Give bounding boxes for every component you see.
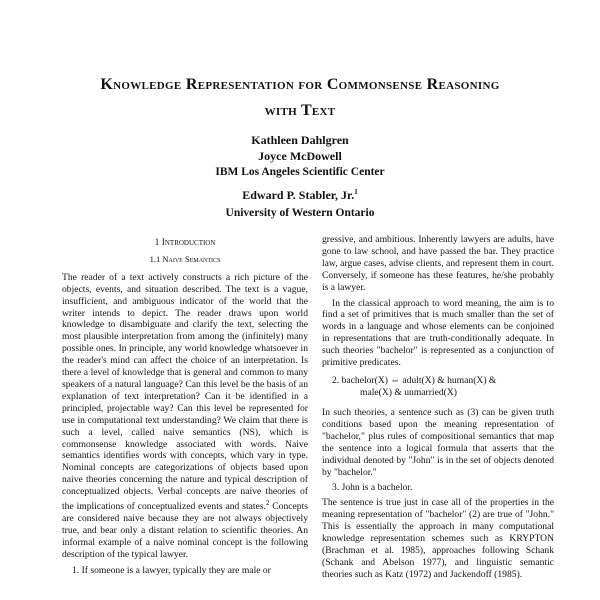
- author-dahlgren: Kathleen Dahlgren: [251, 133, 349, 147]
- intro-paragraph-end: Concepts are considered naive because they are not always objectively true, and bear only a distant relation to scientific theories. An informal example of a naive nominal concept is the following description of the typical lawyer.: [62, 501, 308, 560]
- left-column: [62, 234, 308, 580]
- intro-paragraph-text: The reader of a text actively constructs a rich picture of the objects, events, and situation described. The text is a vague, insufficient, and ambiguous indicator of the world that the writer intends to depict. The reader draws upon world knowledge to disambiguate and clarify the text, selecting the most plausible interpretation from among the (infinitely) many possible ones. In principle, any world knowledge whatsoever in the reader's mind can affect the choice of an interpretation. Is there a level of knowledge that is general and common to many speakers of a natural language? Can this level be the basis of an explanation of text interpretation? Can it be identified in a principled, projectable way? Can this level be represented for use in computational text understanding? We claim that there is such a level, called naive semantics (NS), which is commonsense knowledge associated with words. Naive semantics identifies words with concepts, which vary in type. Nominal concepts are categorizations of objects based upon naive theories concerning the nature and typical description of conceptualized objects. Verbal concepts are naive theories of the implications of conceptualized events and states.: [62, 271, 308, 513]
- subsection-heading: 1.1 Naive Semantics: [149, 253, 221, 264]
- affiliation-western-ontario: University of Western Ontario: [225, 207, 375, 219]
- formula-line-2: male(X) & unmarried(X): [360, 386, 457, 398]
- author-footnote-mark: 1: [354, 188, 358, 196]
- affiliation-ibm: IBM Los Angeles Scientific Center: [215, 166, 385, 178]
- example-1: 1. If someone is a lawyer, typically they are male or: [72, 564, 271, 576]
- author-block: [150, 132, 450, 164]
- author-stabler: [150, 188, 450, 203]
- example-1-continued: gressive, and ambitious. Inherently lawyers are adults, have gone to law school, and have passed the bar. They practice law, argue cases, advise clients, and represent them in court. Conversely, if someone has these features, he/she probably is a lawyer.: [322, 234, 554, 293]
- truth-conditions-paragraph: In such theories, a sentence such as (3) can be given truth conditions based upon the meaning representation of "bachelor," plus rules of compositional semantics that map the sentence into a logical formula that asserts that the individual denoted by "John" is in the set of objects denoted by "bachelor.": [322, 406, 554, 478]
- footnote-mark-2: 2: [265, 499, 270, 508]
- example-2-formula: [332, 375, 554, 399]
- classical-approach-paragraph: In the classical approach to word meaning, the aim is to find a set of primitives that is much smaller than the set of words in a language and whose elements can be conjoined in representations that are truth-conditionally adequate. In such theories "bachelor" is represented as a conjunction of primitive predicates.: [322, 297, 554, 369]
- right-column: [322, 234, 554, 585]
- author-mcdowell: Joyce McDowell: [258, 149, 342, 163]
- section-heading: 1 Introduction: [154, 238, 216, 248]
- author-stabler-name: Edward P. Stabler, Jr.: [242, 188, 355, 202]
- paper-title: [60, 72, 540, 124]
- title-line-2: with Text: [264, 102, 336, 119]
- example-3: 3. John is a bachelor.: [332, 482, 413, 494]
- intro-paragraph: [62, 272, 308, 561]
- knowledge-representation-paragraph: The sentence is true just in case all of the properties in the meaning representation of "bachelor" (2) are true of "John." This is essentially the approach in many computational knowledge representation schemes such as KRYPTON (Brachman et al. 1985), approaches following Schank (Schank and Abelson 1977), and linguistic semantic theories such as Katz (1972) and Jackendoff (1985).: [322, 497, 554, 580]
- title-line-1: Knowledge Representation for Commonsense Reasoning: [100, 76, 500, 93]
- formula-line-1: 2. bachelor(X) ⇔ adult(X) & human(X) &: [332, 374, 497, 386]
